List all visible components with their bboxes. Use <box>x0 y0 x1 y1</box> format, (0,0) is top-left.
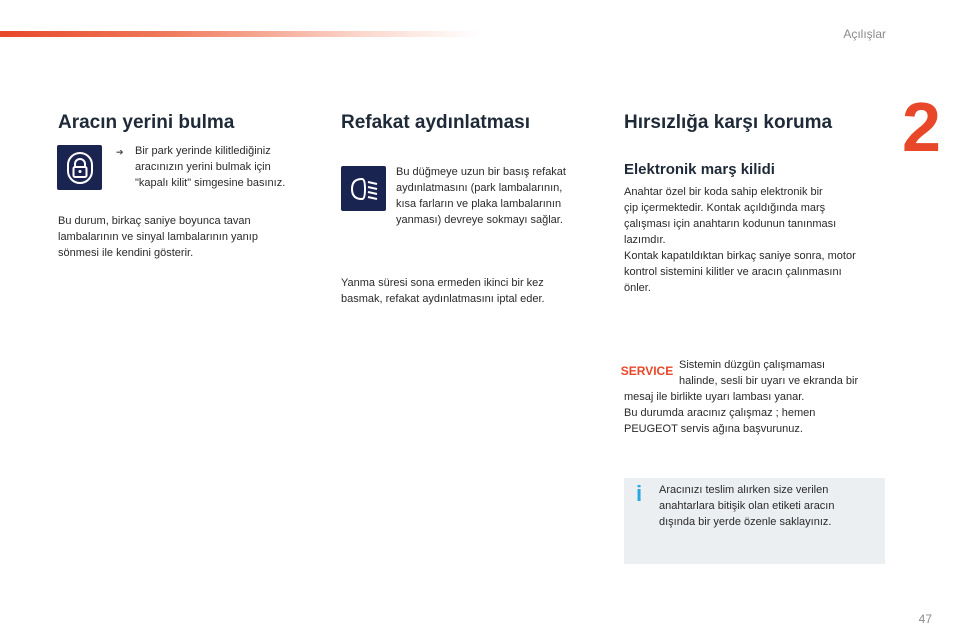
subheading-immobiliser: Elektronik marş kilidi <box>624 161 775 178</box>
header-accent-bar <box>0 31 480 37</box>
service-warning-intro: Sistemin düzgün çalışmaması halinde, sesli bir uyarı ve ekranda bir <box>679 359 859 387</box>
locate-description: Bu durum, birkaç saniye boyunca tavan lambalarının ve sinyal lambalarının yanıp sönmesi ile kendini gösterir. <box>58 215 258 259</box>
heading-anti-theft: Hırsızlığa karşı koruma <box>624 112 833 133</box>
page-number: 47 <box>918 612 932 626</box>
locate-instruction: Bir park yerinde kilitlediğiniz aracınızın yerini bulmak için "kapalı kilit" simgesine basınız. <box>135 145 286 189</box>
bullet-arrow-icon: ➔ <box>116 147 124 157</box>
info-note: Aracınızı teslim alırken size verilen anahtarlara bitişik olan etiketi aracın dışında bir yerde özenle saklayınız. <box>659 484 835 528</box>
guide-lighting-cancel: Yanma süresi sona ermeden ikinci bir kez basmak, refakat aydınlatmasını iptal eder. <box>341 277 545 305</box>
service-warning-detail: mesaj ile birlikte uyarı lambası yanar. Bu durumda aracınız çalışmaz ; hemen PEUGEOT servis ağına başvurunuz. <box>624 391 816 435</box>
headlamp-icon <box>341 166 386 211</box>
chapter-number: 2 <box>902 88 941 166</box>
section-label: Açılışlar <box>843 27 886 41</box>
heading-locate-vehicle: Aracın yerini bulma <box>58 112 235 133</box>
heading-guide-lighting: Refakat aydınlatması <box>341 112 531 133</box>
service-logo-icon: SERVICE <box>620 364 674 378</box>
info-icon: i <box>635 481 643 506</box>
padlock-key-icon <box>57 145 102 190</box>
immobiliser-description: Anahtar özel bir koda sahip elektronik bir çip içermektedir. Kontak açıldığında marş çalışması için anahtarın kodunun tanınması lazımdır. Kontak kapatıldıktan birkaç saniye sonra, motor kontrol sistemini kilitler ve aracın çalınmasını önler. <box>624 186 856 294</box>
guide-lighting-instruction: Bu düğmeye uzun bir basış refakat aydınlatmasını (park lambalarının, kısa farların ve plaka lambalarının yanması) devreye sokmayı sağlar. <box>396 166 566 226</box>
